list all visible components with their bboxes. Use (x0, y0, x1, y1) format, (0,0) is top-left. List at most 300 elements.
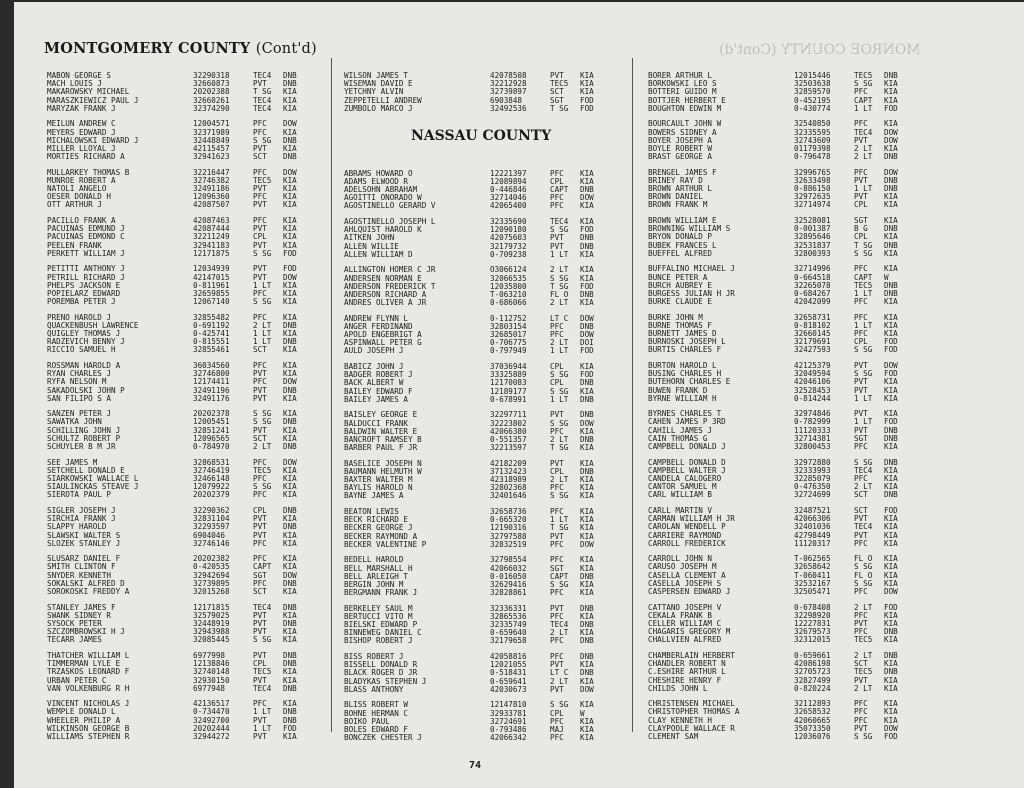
status-code: KIA (283, 201, 297, 210)
status-code: KIA (884, 120, 898, 129)
roster-entry (648, 604, 938, 612)
soldier-name: BOYLE ROBERT W (648, 144, 713, 153)
serial-number: 20202382 (193, 555, 230, 564)
status-code: KIA (580, 202, 594, 211)
soldier-name: CASPERSEN EDWARD J (648, 588, 731, 597)
roster-entry (47, 395, 337, 403)
soldier-name: BURNE THOMAS F (648, 321, 713, 330)
status-code: KIA (283, 313, 297, 322)
serial-number: 32505471 (794, 588, 831, 597)
status-code: KIA (884, 193, 898, 202)
roster-entry (47, 322, 337, 330)
soldier-name: CHAGARIS GREGORY M (648, 628, 731, 637)
rank: CPL (253, 233, 267, 242)
soldier-name: ANDERSEN NORMAN E (344, 274, 422, 283)
serial-number: 12036076 (794, 733, 831, 742)
soldier-name: BASELICE JOSEPH N (344, 459, 422, 468)
roster-entry (648, 443, 938, 451)
rank: S SG (253, 136, 272, 145)
rank: CAPT (550, 572, 569, 581)
rank: PFC (854, 611, 868, 620)
status-code: DOW (884, 128, 898, 137)
roster-column-2 (344, 72, 634, 742)
document-page (14, 2, 1024, 788)
roster-entry (344, 234, 634, 242)
serial-number: 12189177 (490, 387, 527, 396)
rank: SCT (854, 491, 868, 500)
soldier-name: CANTOR SAMUEL M (648, 483, 717, 492)
status-code: KIA (283, 515, 297, 524)
roster-entry (47, 612, 337, 620)
status-code: KIA (884, 676, 898, 685)
serial-number: 0-796478 (794, 153, 831, 162)
roster-group (47, 265, 337, 306)
roster-entry (47, 338, 337, 346)
status-code: DNB (884, 153, 898, 162)
status-code: DOW (580, 685, 594, 694)
rank: PFC (854, 168, 868, 177)
serial-number: 6904046 (193, 531, 226, 540)
status-code: DNB (580, 411, 594, 420)
status-code: KIA (283, 88, 297, 97)
soldier-name: BOLES EDWARD F (344, 725, 409, 734)
soldier-name: CLEMENT SAM (648, 733, 699, 742)
serial-number: 12171815 (193, 603, 230, 612)
soldier-name: MICHALOWSKI EDWARD J (47, 136, 139, 145)
status-code: KIA (884, 619, 898, 628)
serial-number: 12005451 (193, 418, 230, 427)
serial-number: 42182209 (490, 459, 527, 468)
status-code: DNB (283, 619, 297, 628)
soldier-name: ABRAMS HOWARD O (344, 169, 413, 178)
serial-number: 32179658 (490, 637, 527, 646)
status-code: KIA (884, 708, 898, 717)
status-code: DNB (283, 72, 297, 80)
roster-entry (47, 282, 337, 290)
soldier-name: BURTIS CHARLES F (648, 346, 722, 355)
rank: S SG (550, 419, 569, 428)
status-code: KIA (884, 539, 898, 548)
roster-entry (47, 620, 337, 628)
rank: FL O (854, 571, 873, 580)
status-code: DOW (884, 168, 898, 177)
rank: FL O (854, 555, 873, 564)
status-code: KIA (283, 611, 297, 620)
soldier-name: MORTIES RICHARD A (47, 153, 125, 162)
roster-entry (344, 88, 634, 96)
serial-number: 0-684267 (794, 289, 831, 298)
status-code: KIA (580, 556, 594, 565)
roster-entry (344, 541, 634, 549)
soldier-name: CARRIERE RAYMOND (648, 531, 722, 540)
rank: 2 LT (550, 435, 569, 444)
rank: 1 LT (253, 330, 272, 339)
soldier-name: ZEPPETELLI ANDREW (344, 96, 422, 105)
status-code: KIA (884, 410, 898, 419)
serial-number: 32798554 (490, 556, 527, 565)
rank: PFC (854, 443, 868, 452)
roster-entry (344, 686, 634, 694)
roster-group (344, 605, 634, 646)
status-code: DNB (884, 628, 898, 637)
status-code: DNB (283, 579, 297, 588)
rank: PVT (253, 185, 267, 194)
roster-entry (344, 605, 634, 613)
roster-entry (47, 225, 337, 233)
soldier-name: BERGIN JOHN M (344, 580, 404, 589)
serial-number: 12004571 (193, 120, 230, 129)
soldier-name: BACK ALBERT W (344, 379, 404, 388)
roster-entry (344, 718, 634, 726)
roster-group (648, 604, 938, 645)
roster-entry (648, 563, 938, 571)
soldier-name: SZCZOMBROWSKI H J (47, 628, 125, 637)
status-code: FOD (884, 104, 898, 113)
status-code: KIA (283, 410, 297, 419)
rank: PFC (550, 484, 564, 493)
rank: PVT (550, 604, 564, 613)
rank: PFC (253, 361, 267, 370)
roster-entry (47, 410, 337, 418)
status-code: DNB (283, 443, 297, 452)
serial-number: 12079922 (193, 483, 230, 492)
rank: PFC (550, 322, 564, 331)
soldier-name: BUTEHORN CHARLES E (648, 378, 731, 387)
status-code: KIA (580, 80, 594, 89)
serial-number: 32746800 (193, 370, 230, 379)
roster-entry (648, 555, 938, 563)
soldier-name: ASPINWALL PETER G (344, 339, 422, 348)
serial-number: 0-709238 (490, 250, 527, 259)
status-code: DNB (884, 289, 898, 298)
roster-entry (648, 620, 938, 628)
rank: PFC (253, 216, 267, 225)
roster-entry (648, 652, 938, 660)
roster-entry (648, 72, 938, 80)
roster-entry (344, 218, 634, 226)
rank: 1 LT (854, 104, 873, 113)
roster-entry (648, 491, 938, 499)
roster-entry (344, 508, 634, 516)
soldier-name: BROWN FRANK M (648, 201, 708, 210)
roster-entry (47, 636, 337, 644)
rank: SCT (253, 434, 267, 443)
serial-number: 0-659640 (490, 629, 527, 638)
serial-number: 0-678991 (490, 395, 527, 404)
roster-group (344, 170, 634, 211)
soldier-name: BELL MARSHALL H (344, 564, 413, 573)
serial-number: 32371989 (193, 128, 230, 137)
roster-entry (47, 418, 337, 426)
rank: PFC (550, 637, 564, 646)
status-code: DNB (884, 668, 898, 677)
serial-number: 0-797949 (490, 347, 527, 356)
soldier-name: BLADYKAS STEPHEN J (344, 677, 427, 686)
rank: B G (854, 225, 868, 234)
serial-number: 32333993 (794, 466, 831, 475)
serial-number: 42066306 (794, 515, 831, 524)
roster-entry (648, 137, 938, 145)
soldier-name: ADELSOHN ABRAHAM (344, 186, 418, 195)
soldier-name: CAHEN JAMES P 3RD (648, 418, 726, 427)
roster-group (344, 460, 634, 501)
roster-entry (648, 475, 938, 483)
status-code: KIA (283, 233, 297, 242)
soldier-name: PETITTI ANTHONY J (47, 265, 125, 274)
serial-number: 42058816 (490, 653, 527, 661)
serial-number: 32660261 (193, 96, 230, 105)
serial-number: 0-659641 (490, 677, 527, 686)
status-code: KIA (283, 555, 297, 564)
rank: PVT (253, 225, 267, 234)
rank: PFC (253, 458, 267, 467)
status-code: KIA (283, 144, 297, 153)
status-code: FOD (884, 418, 898, 427)
soldier-name: CARLL MARTIN V (648, 506, 713, 515)
soldier-name: SAKADOLSKI JOHN P (47, 386, 125, 395)
rank: PFC (253, 193, 267, 202)
roster-entry (344, 72, 634, 80)
serial-number: 32658736 (490, 508, 527, 517)
serial-number: 0-784970 (193, 443, 230, 452)
rank: T SG (550, 524, 569, 533)
serial-number: 32265078 (794, 281, 831, 290)
rank: 2 LT (550, 476, 569, 485)
soldier-name: BERTUCCI VITO M (344, 612, 413, 621)
roster-entry (344, 710, 634, 718)
serial-number: 32943988 (193, 628, 230, 637)
rank: PFC (253, 378, 267, 387)
soldier-name: SCHULTZ ROBERT P (47, 434, 121, 443)
rank: PFC (550, 169, 564, 178)
status-code: KIA (580, 629, 594, 638)
roster-entry (344, 468, 634, 476)
serial-number: 32335690 (490, 218, 527, 227)
serial-number: 42042099 (794, 298, 831, 307)
roster-entry (344, 734, 634, 742)
rank: CPL (550, 709, 564, 718)
roster-group (648, 410, 938, 451)
roster-entry (648, 298, 938, 306)
serial-number: 0-420535 (193, 563, 230, 572)
roster-entry (47, 137, 337, 145)
roster-entry (344, 661, 634, 669)
soldier-name: MEILUN ANDREW C (47, 120, 116, 129)
status-code: KIA (884, 716, 898, 725)
status-code: DNB (580, 379, 594, 388)
serial-number: 42087444 (193, 225, 230, 234)
status-code: KIA (283, 636, 297, 645)
serial-number: 32531837 (794, 241, 831, 250)
rank: PVT (854, 426, 868, 435)
status-code: DNB (283, 708, 297, 717)
soldier-name: ADAMS ELWOOD R (344, 177, 409, 186)
roster-entry (344, 186, 634, 194)
serial-number: 33325889 (490, 371, 527, 380)
status-code: FOD (580, 282, 594, 291)
soldier-name: ANDRES OLIVER A JR (344, 299, 427, 308)
rank: SGT (253, 571, 267, 580)
soldier-name: BURTON HAROLD L (648, 361, 717, 370)
soldier-name: MABON GEORGE S (47, 72, 112, 80)
status-code: KIA (580, 612, 594, 621)
status-code: KIA (580, 266, 594, 275)
status-code: KIA (283, 733, 297, 742)
rank: CPL (854, 233, 868, 242)
soldier-name: QUACKENBUSH LAWRENCE (47, 321, 139, 330)
soldier-name: BAUMANN HELMUTH W (344, 467, 422, 476)
roster-entry (648, 507, 938, 515)
status-code: DNB (283, 153, 297, 162)
serial-number: 12096565 (193, 434, 230, 443)
roster-entry (344, 283, 634, 291)
soldier-name: BLACK ROGER D JR (344, 669, 418, 678)
soldier-name: SEE JAMES M (47, 458, 98, 467)
status-code: KIA (283, 128, 297, 137)
rank: MAJ (550, 725, 564, 734)
status-code: DNB (580, 322, 594, 331)
soldier-name: BRENGEL JAMES F (648, 168, 717, 177)
serial-number: 32972880 (794, 458, 831, 467)
soldier-name: BOHNE HERMAN C (344, 709, 409, 718)
status-code: KIA (884, 330, 898, 339)
serial-number: 42066342 (490, 734, 527, 743)
serial-number: 32714381 (794, 434, 831, 443)
status-code: DNB (580, 572, 594, 581)
serial-number: 32658532 (794, 708, 831, 717)
status-code: DNB (580, 669, 594, 678)
soldier-name: BERKELEY SAUL M (344, 604, 413, 613)
soldier-name: MACH LOUIS J (47, 80, 102, 89)
rank: 1 LT (854, 321, 873, 330)
soldier-name: VAN VOLKENBURG R H (47, 684, 130, 693)
roster-entry (648, 515, 938, 523)
status-code: KIA (283, 216, 297, 225)
status-code: FOD (884, 733, 898, 742)
status-code: KIA (580, 734, 594, 743)
roster-entry (47, 129, 337, 137)
rank: 1 LT (253, 724, 272, 733)
rank: TEC4 (550, 621, 569, 630)
status-code: KIA (283, 176, 297, 185)
roster-group (47, 314, 337, 355)
soldier-name: TIMMERMAN LYLE E (47, 660, 121, 669)
roster-entry (344, 533, 634, 541)
roster-entry (648, 660, 938, 668)
serial-number: 0-452195 (794, 96, 831, 105)
roster-group (648, 507, 938, 548)
serial-number: 0-814244 (794, 394, 831, 403)
roster-entry (47, 604, 337, 612)
status-code: DOW (884, 724, 898, 733)
status-code: KIA (884, 523, 898, 532)
serial-number: 32579025 (193, 611, 230, 620)
rank: S SG (550, 701, 569, 710)
rank: CPL (550, 467, 564, 476)
rank: CPL (253, 660, 267, 669)
rank: PVT (253, 201, 267, 210)
status-code: KIA (884, 475, 898, 483)
status-code: DNB (580, 395, 594, 404)
roster-entry (47, 507, 337, 515)
roster-entry (648, 265, 938, 273)
soldier-name: OESER DONALD H (47, 193, 112, 202)
roster-entry (344, 428, 634, 436)
status-code: DNB (580, 234, 594, 243)
roster-entry (648, 725, 938, 733)
soldier-name: BOUGHTON EDWIN M (648, 104, 722, 113)
roster-entry (344, 484, 634, 492)
rank: PFC (550, 508, 564, 517)
soldier-name: ZUMBOLO MARCO J (344, 104, 413, 113)
roster-entry (47, 660, 337, 668)
serial-number: 0-782999 (794, 418, 831, 427)
status-code: KIA (884, 571, 898, 580)
rank: PVT (854, 724, 868, 733)
rank: SGT (854, 434, 868, 443)
soldier-name: CARROLL FREDERICK (648, 539, 726, 548)
soldier-name: BECKER GEORGE J (344, 524, 413, 533)
soldier-name: YETCHNY ALVIN (344, 88, 404, 97)
status-code: KIA (884, 555, 898, 564)
soldier-name: BOTTJER HERBERT E (648, 96, 726, 105)
roster-entry (648, 370, 938, 378)
status-code: KIA (884, 201, 898, 210)
roster-entry (648, 668, 938, 676)
soldier-name: BYRNE WILLIAM H (648, 394, 717, 403)
status-code: DNB (580, 242, 594, 251)
serial-number: 42087463 (193, 216, 230, 225)
rank: TEC4 (550, 218, 569, 227)
serial-number: 32679573 (794, 628, 831, 637)
roster-entry (47, 177, 337, 185)
serial-number: 0-691192 (193, 321, 230, 330)
serial-number: 32427593 (794, 346, 831, 355)
status-code: KIA (884, 579, 898, 588)
roster-entry (344, 194, 634, 202)
status-code: KIA (283, 225, 297, 234)
soldier-name: BRYON DONALD P (648, 233, 713, 242)
soldier-name: CAROLAN WENDELL P (648, 523, 726, 532)
soldier-name: BUNCE PETER A (648, 273, 708, 282)
rank: CPL (854, 338, 868, 347)
roster-entry (344, 581, 634, 589)
serial-number: 32290362 (193, 506, 230, 515)
serial-number: 32049594 (794, 370, 831, 379)
rank: SCT (253, 588, 267, 597)
serial-number: T-060411 (794, 571, 831, 580)
roster-entry (344, 388, 634, 396)
soldier-name: CANDELA CALOGERO (648, 475, 722, 483)
soldier-name: SWANK SIDNEY R (47, 611, 112, 620)
roster-entry (47, 330, 337, 338)
status-code: DOW (580, 540, 594, 549)
soldier-name: AGOSTINELLO JOSEPH L (344, 218, 436, 227)
serial-number: 32492700 (193, 716, 230, 725)
roster-entry (648, 274, 938, 282)
serial-number: 0-818102 (794, 321, 831, 330)
rank: S SG (550, 492, 569, 501)
serial-number: 6977948 (193, 684, 226, 693)
status-code: KIA (884, 394, 898, 403)
soldier-name: SMITH CLINTON F (47, 563, 116, 572)
status-code: FOD (884, 338, 898, 347)
status-code: KIA (283, 241, 297, 250)
status-code: KIA (884, 249, 898, 258)
status-code: KIA (283, 289, 297, 298)
roster-entry (47, 467, 337, 475)
rank: S SG (854, 563, 873, 572)
